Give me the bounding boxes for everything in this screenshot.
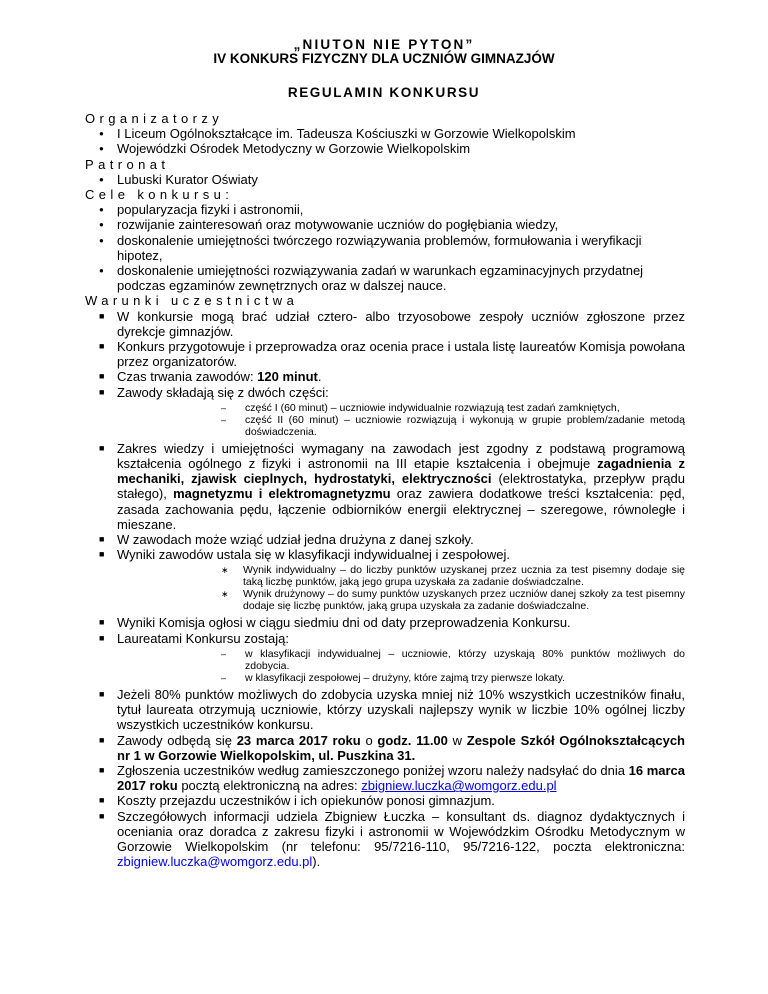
list-item: ∗ Wynik drużynowy – do sumy punktów uzyskanych przez uczniów danej szkoły za test pisemny dodaje się liczbę punktów, jaką grupa uzyskała za zadanie doświadczalne. xyxy=(85,588,685,612)
text-span: Zgłoszenia uczestników według zamieszczonego poniżej wzoru należy nadsyłać do dnia xyxy=(117,762,629,778)
event-date: 23 marca 2017 roku xyxy=(236,732,361,748)
text-span: Szczegółowych informacji udziela Zbigniew Łuczka – konsultant ds. diagnoz dydaktycznych i oceniania oraz doradca z zakresu fizyki i astronomii w Wojewódzkim Ośrodku Metodycznym w Gorzowie Wielkopolskim (nr telefonu: 95/7216-110, 95/7216-122, poczta elektroniczna: xyxy=(117,808,685,854)
list-item: ■ W konkursie mogą brać udział cztero- albo trzyosobowe zespoły uczniów zgłoszone przez dyrekcje gimnazjów. xyxy=(85,309,685,339)
list-item xyxy=(85,385,685,438)
results-list xyxy=(85,564,685,612)
deadline-date: 16 marca 2017 roku xyxy=(117,762,686,794)
text-span: pocztą elektroniczną na adres: xyxy=(177,778,362,794)
laureates-list xyxy=(85,648,685,684)
list-item xyxy=(85,733,685,763)
list-item: ∗ Wynik indywidualny – do liczby punktów uzyskanej przez ucznia za test pisemny dodaje się taką liczbę punktów, jaką jego grupa uzyskała za zadanie doświadczalne. xyxy=(85,564,685,588)
patronage-list xyxy=(85,172,685,187)
text-span: Zakres wiedzy i umiejętności wymagany na zawodach jest zgodny z podstawą programową kształcenia ogólnego z fizyki i astronomii na III etapie kształcenia i obejmuje xyxy=(117,440,685,472)
conditions-heading: Warunki uczestnictwa xyxy=(85,293,299,309)
list-item: ● doskonalenie umiejętności rozwiązywania zadań w warunkach egzaminacyjnych przydatnej podczas egzaminów zewnętrznych oraz w dalszej nauce. xyxy=(85,263,685,293)
patronage-heading: Patronat xyxy=(85,156,170,172)
list-item xyxy=(85,547,685,612)
list-item: ● doskonalenie umiejętności twórczego rozwiązywania problemów, formułowania i weryfikacji hipotez, xyxy=(85,233,685,263)
event-venue: Zespole Szkół Ogólnokształcących nr 1 w Gorzowie Wielkopolskim, ul. Puszkina 31. xyxy=(117,732,685,763)
list-item xyxy=(85,441,685,532)
document-body xyxy=(85,111,685,869)
organizers-heading: Organizatorzy xyxy=(85,111,224,126)
list-item xyxy=(85,809,685,870)
parts-intro: Zawody składają się z dwóch części: xyxy=(117,384,329,400)
rules-title: REGULAMIN KONKURSU xyxy=(287,85,481,100)
event-time: godz. 11.00 xyxy=(377,732,448,748)
list-item: ● Wojewódzki Ośrodek Metodyczny w Gorzowie Wielkopolskim xyxy=(85,141,685,156)
list-item: ● Lubuski Kurator Oświaty xyxy=(85,172,685,187)
list-item xyxy=(85,631,685,684)
duration-label: Czas trwania zawodów: xyxy=(117,369,258,385)
text-span: o xyxy=(360,732,378,748)
text-span: oraz zawiera dodatkowe treści kształcenia: pęd, zasada zachowania pędu, łączenie odbiorników energii elektrycznej – szeregowe, równoległe i mieszane. xyxy=(117,486,685,532)
list-item: ■ Wyniki Komisja ogłosi w ciągu siedmiu dni od daty przeprowadzenia Konkursu. xyxy=(85,615,685,630)
list-item: – w klasyfikacji zespołowej – drużyny, które zajmą trzy pierwsze lokaty. xyxy=(85,672,685,684)
list-item: – w klasyfikacji indywidualnej – uczniowie, którzy uzyskają 80% punktów możliwych do zdobycia. xyxy=(85,648,685,672)
text-span: (elektrostatyka, przepływ prądu stałego), xyxy=(117,471,685,502)
goals-list xyxy=(85,202,685,293)
laureates-intro: Laureatami Konkursu zostają: xyxy=(117,630,289,646)
contact-email-link[interactable]: zbigniew.luczka@womgorz.edu.pl xyxy=(117,854,313,870)
list-item: ■ Koszty przejazdu uczestników i ich opiekunów ponosi gimnazjum. xyxy=(85,793,685,808)
goals-heading: Cele konkursu: xyxy=(85,187,234,203)
list-item: ■ Konkurs przygotowuje i przeprowadza oraz ocenia prace i ustala listę laureatów Komisja powołana przez organizatorów. xyxy=(85,339,685,369)
list-item: – część II (60 minut) – uczniowie rozwiązują i wykonują w grupie problem/zadanie metodą doświadczenia. xyxy=(85,414,685,438)
list-item xyxy=(85,763,685,793)
bold-text: zagadnienia z mechaniki, zjawisk cieplnych, hydrostatyki, elektryczności xyxy=(117,456,685,487)
text-span: w xyxy=(447,732,467,748)
conditions-list xyxy=(85,309,685,870)
bold-text: magnetyzmu i elektromagnetyzmu xyxy=(173,486,391,502)
text-span: ). xyxy=(312,854,321,870)
results-intro: Wyniki zawodów ustala się w klasyfikacji indywidualnej i zespołowej. xyxy=(117,547,510,563)
organizers-list xyxy=(85,126,685,156)
text-span: Zawody odbędą się xyxy=(117,732,237,748)
list-item: ● popularyzacja fizyki i astronomii, xyxy=(85,202,685,217)
duration-value: 120 minut xyxy=(257,369,318,385)
list-item: ● rozwijanie zainteresowań oraz motywowanie uczniów do pogłębiania wiedzy, xyxy=(85,217,685,232)
list-item xyxy=(85,369,685,384)
list-item: ● I Liceum Ogólnokształcące im. Tadeusza Kościuszki w Gorzowie Wielkopolskim xyxy=(85,126,685,141)
list-item: – część I (60 minut) – uczniowie indywidualnie rozwiązują test zadań zamkniętych, xyxy=(85,402,685,414)
email-link[interactable]: zbigniew.luczka@womgorz.edu.pl xyxy=(361,778,557,794)
parts-list xyxy=(85,402,685,438)
contest-subtitle: IV KONKURS FIZYCZNY DLA UCZNIÓW GIMNAZJÓW xyxy=(213,51,555,66)
list-item: ■ W zawodach może wziąć udział jedna drużyna z danej szkoły. xyxy=(85,532,685,547)
contest-name: „NIUTON NIE PYTON” xyxy=(293,37,475,52)
punctuation: . xyxy=(317,369,322,385)
list-item: ■ Jeżeli 80% punktów możliwych do zdobycia uzyska mniej niż 10% wszystkich uczestników finału, tytuł laureata otrzymują uczniowie, którzy uzyskali najlepszy wynik w liczbie 10% ogólnej liczby wszystkich uczestników konkursu. xyxy=(85,687,685,733)
